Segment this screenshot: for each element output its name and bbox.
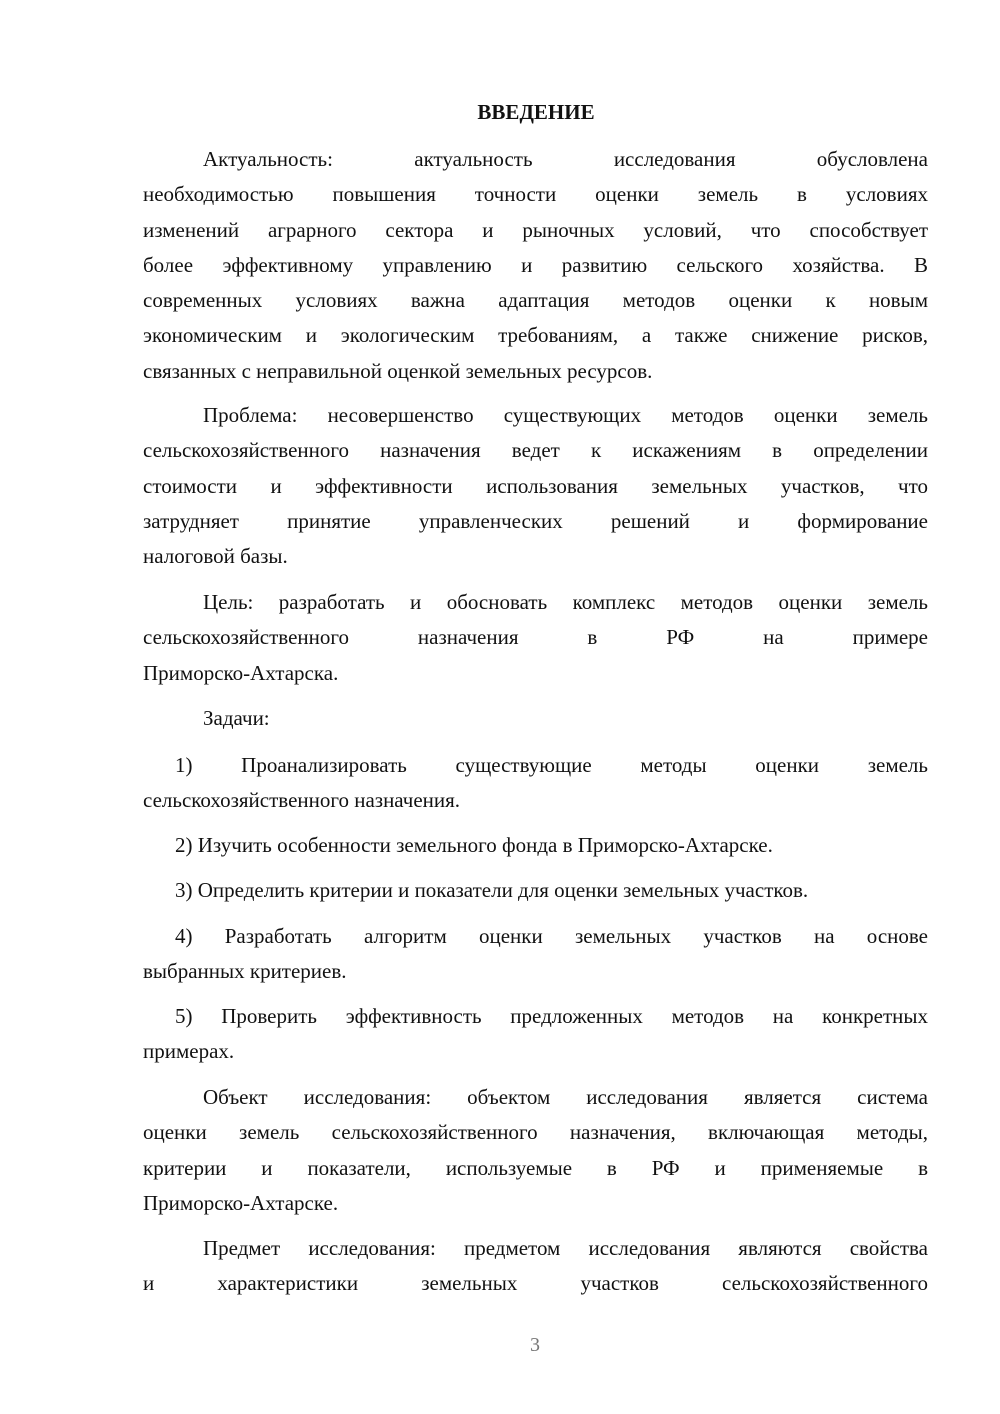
paragraph-subject	[143, 1231, 928, 1302]
text-line: изменений аграрного сектора и рыночных условий, что способствует	[143, 217, 928, 242]
task-item-1	[143, 748, 928, 819]
paragraph-object	[143, 1080, 928, 1221]
text-line: примерах.	[143, 1039, 235, 1064]
tasks-label: Задачи:	[203, 706, 270, 730]
text-line: более эффективному управлению и развитию сельского хозяйства. В	[143, 252, 928, 277]
text-line: стоимости и эффективности использования земельных участков, что	[143, 473, 928, 498]
page-number: 3	[530, 1334, 540, 1356]
section-heading: ВВЕДЕНИЕ	[477, 100, 595, 124]
text-line: выбранных критериев.	[143, 959, 347, 984]
text-line: и характеристики земельных участков сельскохозяйственного	[143, 1271, 928, 1296]
text-line: Приморско-Ахтарске.	[143, 1190, 339, 1215]
text-line: оценки земель сельскохозяйственного назначения, включающая методы,	[143, 1120, 928, 1145]
paragraph-goal	[143, 585, 928, 691]
text-line: 5) Проверить эффективность предложенных методов на конкретных	[175, 1004, 928, 1028]
task-item-5	[143, 999, 928, 1070]
text-line: Предмет исследования: предметом исследования являются свойства	[203, 1236, 928, 1260]
text-line: затрудняет принятие управленческих решений и формирование	[143, 508, 928, 533]
text-line: Объект исследования: объектом исследования является система	[203, 1085, 928, 1109]
text-line: сельскохозяйственного назначения.	[143, 788, 461, 813]
paragraph-problem	[143, 398, 928, 574]
text-line: 4) Разработать алгоритм оценки земельных участков на основе	[175, 924, 928, 948]
tasks-label-block	[143, 701, 928, 736]
text-line: сельскохозяйственного назначения ведет к искажениям в определении	[143, 438, 928, 463]
text-line: Приморско-Ахтарска.	[143, 660, 339, 685]
paragraph-relevance	[143, 142, 928, 389]
text-line: 1) Проанализировать существующие методы оценки земель	[175, 753, 928, 777]
text-line: экономическим и экологическим требованиям, а также снижение рисков,	[143, 323, 928, 348]
text-line: Проблема: несовершенство существующих методов оценки земель	[203, 403, 928, 427]
text-line: 2) Изучить особенности земельного фонда в Приморско-Ахтарске.	[175, 833, 773, 857]
text-line: 3) Определить критерии и показатели для оценки земельных участков.	[175, 878, 809, 902]
task-item-2	[143, 828, 928, 863]
text-line: современных условиях важна адаптация методов оценки к новым	[143, 288, 928, 313]
text-line: связанных с неправильной оценкой земельных ресурсов.	[143, 358, 653, 383]
text-line: сельскохозяйственного назначения в РФ на примере	[143, 625, 928, 650]
text-line: Актуальность: актуальность исследования обусловлена	[203, 147, 928, 171]
text-line: необходимостью повышения точности оценки земель в условиях	[143, 182, 928, 207]
text-line: Цель: разработать и обосновать комплекс методов оценки земель	[203, 590, 928, 614]
text-line: критерии и показатели, используемые в РФ и применяемые в	[143, 1155, 928, 1180]
text-line: налоговой базы.	[143, 544, 288, 569]
task-item-4	[143, 919, 928, 990]
task-item-3	[143, 873, 928, 908]
